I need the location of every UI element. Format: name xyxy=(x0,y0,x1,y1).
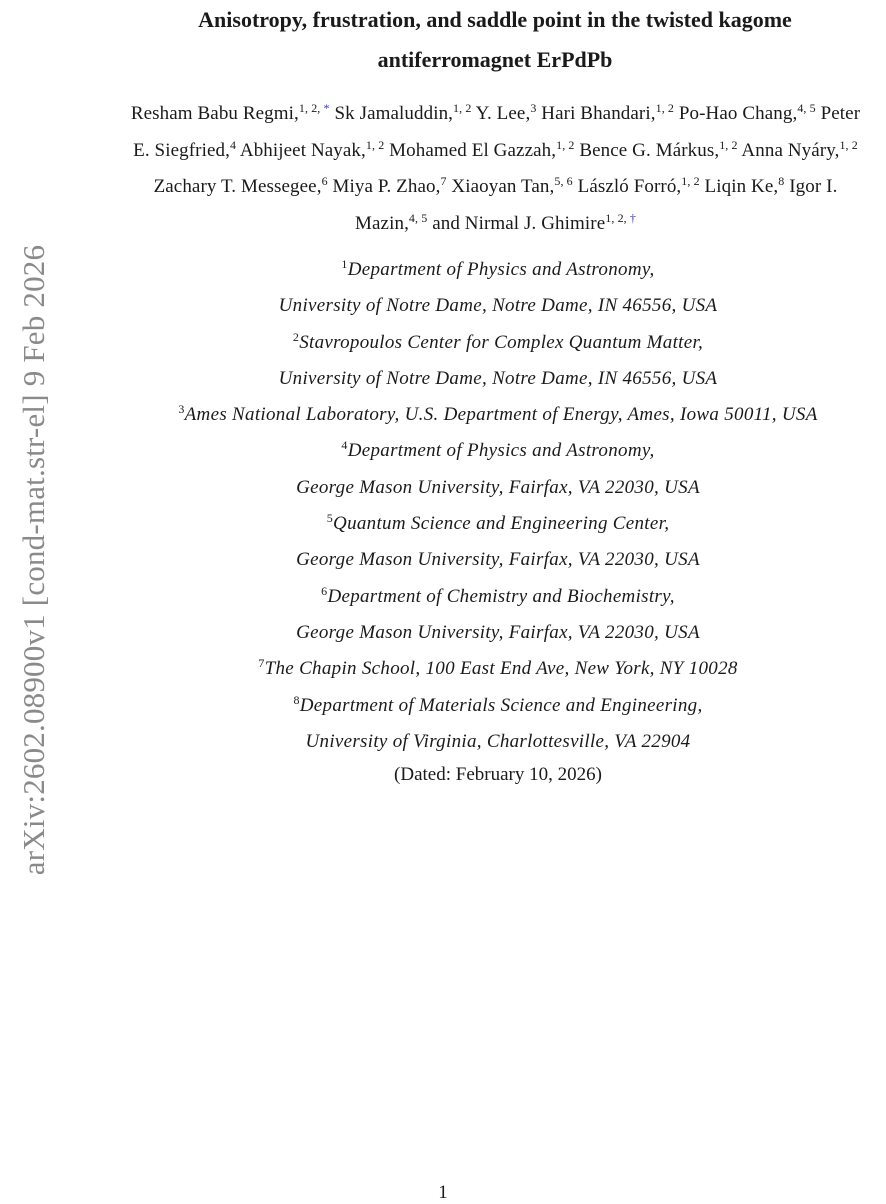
author: László Forró,$^{1, 2}$ xyxy=(577,174,700,197)
affiliation-7: $^7$The Chapin School, 100 East End Ave, New York, NY 10028 xyxy=(258,656,738,680)
affiliation-5-address: George Mason University, Fairfax, VA 22030, USA xyxy=(296,549,700,571)
author: Zachary T. Messegee,$^6$ xyxy=(153,174,328,197)
author: Mohamed El Gazzah,$^{1, 2}$ xyxy=(389,137,575,161)
affiliation-5: $^5$Quantum Science and Engineering Center, xyxy=(326,511,670,535)
author: Y. Lee,$^3$ xyxy=(475,101,537,124)
corresponding-author-mark: * xyxy=(320,101,330,115)
affiliation-6-address: George Mason University, Fairfax, VA 22030, USA xyxy=(296,621,700,643)
author: Peter E. Siegfried,$^4$ xyxy=(133,103,861,161)
affiliation-8: $^8$Department of Materials Science and Engineering, xyxy=(293,692,703,716)
author: Miya P. Zhao,$^7$ xyxy=(332,174,447,197)
affiliation-1-address: University of Notre Dame, Notre Dame, IN 46556, USA xyxy=(278,295,718,317)
author: Xiaoyan Tan,$^{5, 6}$ xyxy=(451,174,573,197)
affiliation-6: $^6$Department of Chemistry and Biochemistry, xyxy=(321,583,675,607)
author: Sk Jamaluddin,$^{1, 2}$ xyxy=(334,101,472,124)
dated-line: (Dated: February 10, 2026) xyxy=(394,764,602,785)
author: Hari Bhandari,$^{1, 2}$ xyxy=(541,101,674,124)
affiliation-8-address: University of Virginia, Charlottesville, VA 22904 xyxy=(305,730,691,752)
corresponding-author-mark: † xyxy=(626,210,636,225)
author: Anna Nyáry,$^{1, 2}$ xyxy=(741,137,858,161)
author: Po-Hao Chang,$^{4, 5}$ xyxy=(678,101,816,124)
paper-title xyxy=(120,0,870,80)
author-list xyxy=(128,96,863,242)
page-number: 1 xyxy=(438,1182,448,1203)
author: Igor I. Mazin,$^{4, 5}$ xyxy=(355,176,838,234)
title-line-1: Anisotropy, frustration, and saddle point in the twisted kagome xyxy=(198,7,792,32)
affiliation-2: $^2$Stavropoulos Center for Complex Quantum Matter, xyxy=(292,329,704,353)
author: and Nirmal J. Ghimire$^{1, 2,}$ † xyxy=(432,210,636,234)
affiliation-list xyxy=(120,252,876,760)
affiliation-3: $^3$Ames National Laboratory, U.S. Department of Energy, Ames, Iowa 50011, USA xyxy=(178,402,818,426)
affiliation-1: $^1$Department of Physics and Astronomy, xyxy=(341,257,655,280)
author: Abhijeet Nayak,$^{1, 2}$ xyxy=(239,137,385,161)
author: Bence G. Márkus,$^{1, 2}$ xyxy=(579,137,738,161)
affiliation-4: $^4$Department of Physics and Astronomy, xyxy=(341,438,655,462)
title-line-2: antiferromagnet ErPdPb xyxy=(377,47,613,72)
author: Liqin Ke,$^8$ xyxy=(704,174,785,197)
arxiv-identifier-stamp: arXiv:2602.08900v1 [cond-mat.str-el] 9 Feb 2026 xyxy=(16,244,51,876)
affiliation-2-address: University of Notre Dame, Notre Dame, IN 46556, USA xyxy=(278,367,718,389)
author: Resham Babu Regmi,$^{1, 2,}$ * xyxy=(130,101,330,124)
affiliation-4-address: George Mason University, Fairfax, VA 22030, USA xyxy=(296,476,700,498)
